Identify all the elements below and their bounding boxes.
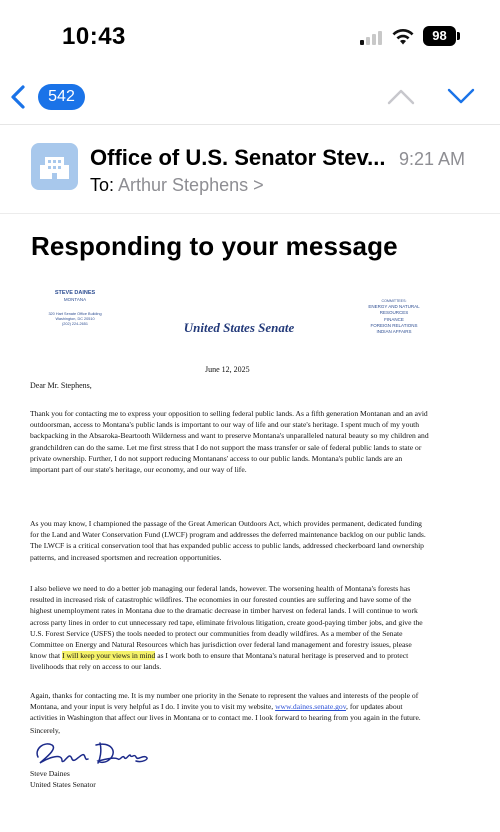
paragraph-text: I also believe we need to do a better job managing our federal lands, however. The worsening health of Montana's forests has resulted in increased risk of catastrophic wildfires. The economies in our forested counties are suffering and have some of the highest unemployment rates in Montana due to the dramatic decrease in timber harvest on federal lands. I will continue to work across party lines in order to cut unnecessary red tape, eliminate frivolous litigation, create good-paying timber jobs, and give the U.S. Forest Service (USFS) the tools needed to protect our communities from deadly wildfires. As a member of the Senate Committee on Energy and Natural Resources which has jurisdiction over federal land management and forestry issues, please know that [30,584,423,661]
letterhead-senate-title: United States Senate [183,320,295,335]
sent-time: 9:21 AM [399,149,466,169]
letterhead-address-line: 320 Hart Senate Office Building [48,312,102,316]
salutation: Dear Mr. Stephens, [30,381,92,390]
website-link[interactable]: www.daines.senate.gov [275,702,347,712]
sender-avatar[interactable] [31,143,78,190]
letterhead-senator-name: STEVE DAINES [54,290,96,296]
unread-count-badge[interactable]: 542 [38,84,85,110]
paragraph-text: Again, thanks for contacting me. It is my number one priority in the Senate to represent the values and interests of the people of Montana, and your input is very helpful as I do. I invite you to visit my website, [30,691,419,712]
nav-bar [0,70,500,122]
letter-paragraph [30,583,430,673]
battery-icon: 98 [423,26,456,46]
signer-title: United States Senator [30,780,96,789]
previous-message-icon[interactable] [386,86,416,106]
wifi-icon [391,26,415,46]
committee-item: ENERGY AND NATURAL [368,304,420,310]
recipient-name[interactable]: Arthur Stephens > [118,175,264,195]
header-divider [0,213,500,214]
back-chevron-icon[interactable] [8,84,28,110]
handwritten-signature [30,737,160,767]
to-label: To: [90,175,115,195]
committee-item: RESOURCES [379,310,409,316]
letter-paragraph [30,690,430,724]
committee-item: INDIAN AFFAIRS [376,329,412,335]
committee-item: FINANCE [384,316,404,322]
letter-date: June 12, 2025 [205,365,250,374]
paragraph-text: , for updates about activities in Washington that affect our lives in Montana or to contact me. I look forward to hearing from you again in the future. [30,702,421,723]
letterhead-address-line: Washington, DC 20510 [55,317,95,321]
paragraph-text: as I work both to ensure that Montana's natural heritage is preserved and to protect livelihoods that rely on access to our lands. [30,651,409,672]
cellular-signal-icon [360,29,386,45]
letterhead-phone: (202) 224-2651 [62,322,88,326]
building-icon [31,143,78,190]
letterhead-left [30,290,120,327]
letterhead-committees [360,298,428,335]
committees-label: COMMITTEES: [381,299,407,303]
letterhead-state: MONTANA [63,297,87,302]
next-message-icon[interactable] [446,86,476,106]
divider [0,124,500,125]
sender-name[interactable]: Office of U.S. Senator Stev... [90,145,386,170]
highlighted-text: I will keep your views in mind [62,651,156,661]
letter-closing: Sincerely, [30,726,61,735]
letterhead-address [30,312,120,327]
recipient-row[interactable] [90,175,264,196]
status-bar [0,0,500,70]
letter-paragraph: As you may know, I championed the passage of the Great American Outdoors Act, which provides permanent, dedicated funding for the Land and Water Conservation Fund (LWCF) program and addresses the deferred maintenance backlog on our public lands. The LWCF is a critical conservation tool that has expanded public access to public lands, addressed checkerboard land ownership patterns, and increased sportsmen and recreation opportunities. [30,519,426,562]
status-time: 10:43 [62,23,126,50]
signer-name: Steve Daines [30,769,70,778]
committee-item: FOREIGN RELATIONS [370,322,418,328]
signer-block [30,768,96,790]
letter-paragraph: Thank you for contacting me to express your opposition to selling federal public lands. As a fifth generation Montanan and an avid outdoorsman, access to Montana's public lands is important to our way of life and our state's heritage. I spent much of my youth backpacking in the Absaroka-Beartooth Wilderness and want to preserve Montana's unparalleled natural beauty so my children and grandchildren can do the same. Let me first stress that I do not support the mass transfer or sale of federal public lands to state or private ownership. Further, I do not support reducing Montanans' access to our public lands. Montana's public lands are an important part of our state's heritage, our economy, and our way of life. [30,409,429,475]
battery-nub [457,32,460,40]
email-subject: Responding to your message [31,231,398,261]
